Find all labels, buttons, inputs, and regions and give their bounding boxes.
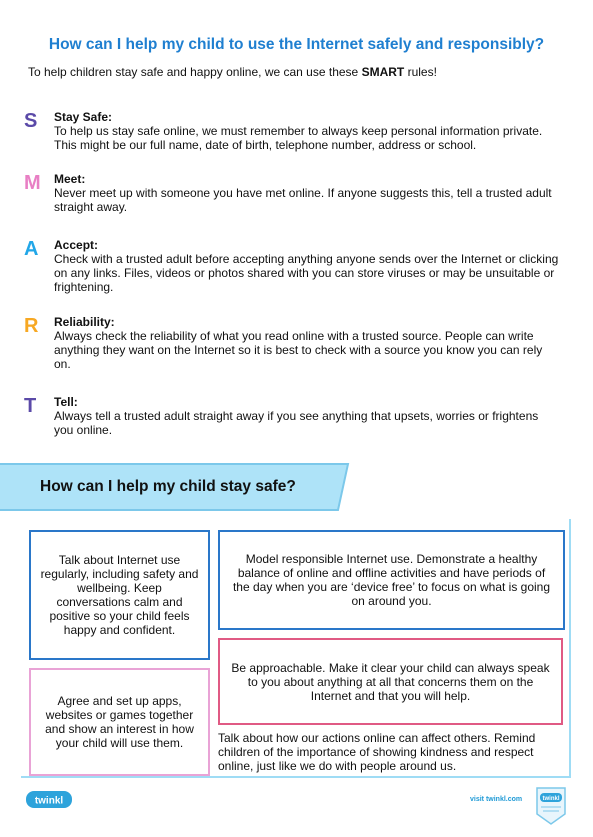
visit-link[interactable]: visit twinkl.com bbox=[470, 796, 523, 803]
rule-heading: Stay Safe: bbox=[54, 110, 113, 124]
intro-before: To help children stay safe and happy online, we can use these bbox=[28, 65, 362, 79]
tip-approachable bbox=[218, 638, 563, 725]
rule-letter: M bbox=[24, 172, 41, 194]
badge-text: twinkl bbox=[542, 796, 560, 802]
rule-text: Always tell a trusted adult straight away if you see anything that upsets, worries or frightens you online. bbox=[54, 409, 539, 437]
rule-heading: Tell: bbox=[54, 395, 78, 409]
banner-title: How can I help my child stay safe? bbox=[40, 478, 296, 495]
rule-letter: T bbox=[24, 395, 37, 417]
tip-text: Be approachable. Make it clear your child can always speak to you about anything at all that concerns them on the Internet and that you will help. bbox=[231, 660, 550, 703]
rule-heading: Accept: bbox=[54, 238, 99, 252]
rule-letter: R bbox=[24, 315, 39, 337]
twinkl-logo bbox=[26, 789, 74, 809]
tip-text: Model responsible Internet use. Demonstrate a healthy balance of online and offline activities and have periods of the day when you are ‘device free’ to focus on what is going on around you. bbox=[232, 552, 551, 608]
tip-model-use bbox=[218, 530, 565, 630]
rule-letter: A bbox=[24, 238, 39, 260]
rule-heading: Reliability: bbox=[54, 315, 115, 329]
rule-text: Always check the reliability of what you read online with a trusted source. People can write anything they want on the Internet so it is best to check with a source you know you can rely on. bbox=[54, 329, 543, 371]
tip-talk-usage bbox=[29, 530, 210, 660]
intro-bold: SMART bbox=[361, 65, 405, 79]
rule-text: Never meet up with someone you have met online. If anyone suggests this, tell a trusted adult straight away. bbox=[54, 186, 552, 214]
rule-heading: Meet: bbox=[54, 172, 86, 186]
tip-text: Talk about Internet use regularly, including safety and wellbeing. Keep conversations calm and positive so your child feels happy and confident. bbox=[40, 553, 199, 637]
rule-text: To help us stay safe online, we must remember to always keep personal information private. This might be our full name, date of birth, telephone number, address or school. bbox=[54, 124, 543, 152]
logo-text: twinkl bbox=[34, 795, 64, 807]
page-title: How can I help my child to use the Internet safely and responsibly? bbox=[48, 36, 545, 53]
rule-letter: S bbox=[24, 110, 38, 132]
tip-actions: Talk about how our actions online can affect others. Remind children of the importance of showing kindness and respect online, just like we do with people around us. bbox=[218, 731, 536, 773]
tip-apps bbox=[29, 668, 210, 776]
quality-badge-icon bbox=[534, 786, 568, 826]
rule-text: Check with a trusted adult before accepting anything anyone sends over the Internet or clicking on any links. Files, videos or photos shared with you can store viruses or may be unsuitable or frightening. bbox=[54, 252, 559, 294]
tip-text: Agree and set up apps, websites or games together and show an interest in how your child will use them. bbox=[45, 694, 194, 750]
intro-text bbox=[28, 65, 437, 79]
intro-after: rules! bbox=[404, 65, 437, 79]
